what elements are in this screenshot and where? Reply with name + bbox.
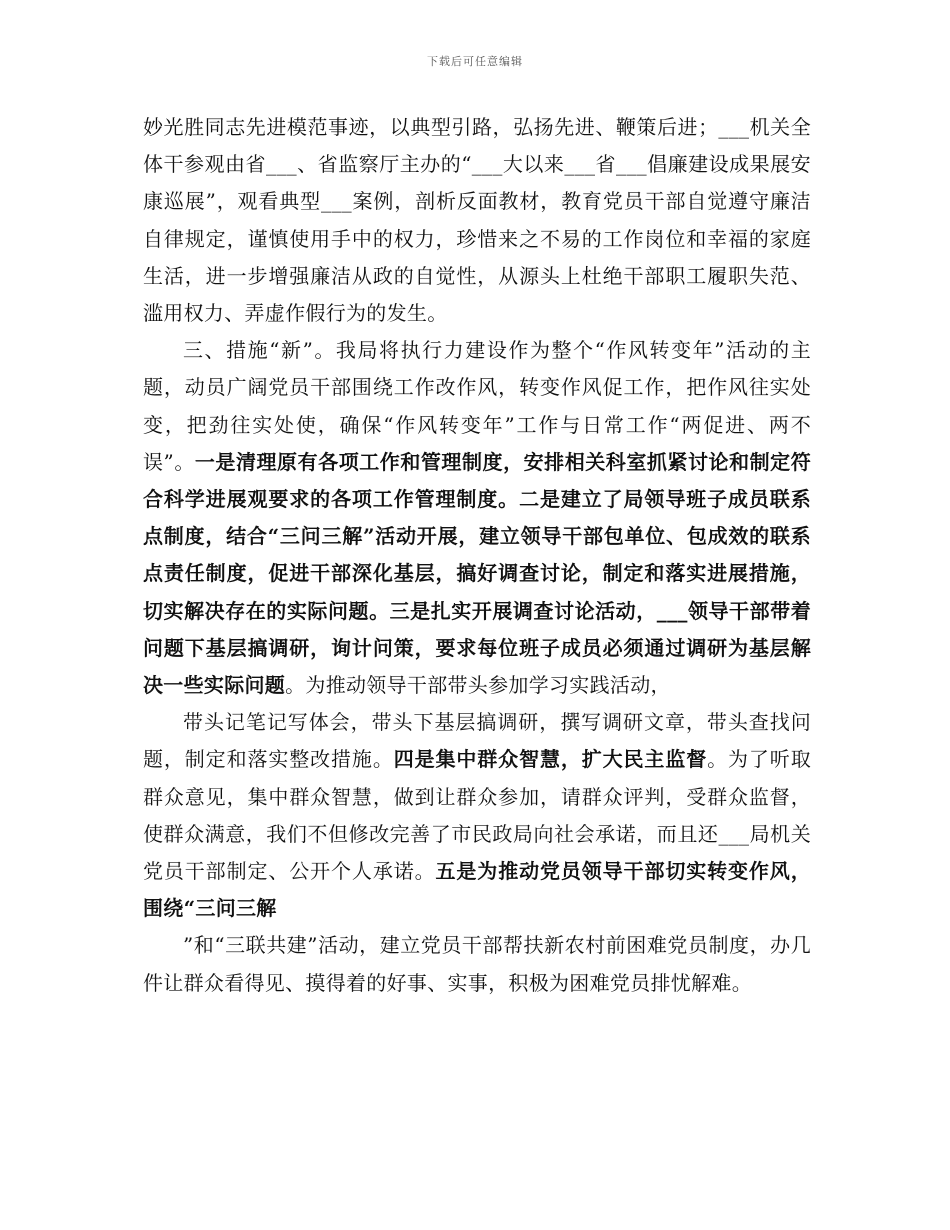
paragraph-3-bold-text-1: 四是集中群众智慧，扩大民主监督 [393, 747, 708, 772]
page-header: 下载后可任意编辑 [427, 55, 523, 68]
paragraph-4-text: ”和“三联共建”活动，建立党员干部帮扶新农村前困难党员制度，办几件让群众看得见、摸得着的好事、实事，积极为困难党员排忧解难。 [143, 933, 811, 995]
paragraph-3-middle-text: 。为了听取群众意见，集中群众智慧，做到让群众参加，请群众评判，受群众监督，使群众满意，我们不但修改完善了市民政局向社会承诺，而且还___局机关党员干部制定、公开个人承诺。 [143, 747, 811, 884]
paragraph-2 [143, 332, 811, 704]
paragraph-3-text: 带头记笔记写体会，带头下基层搞调研，撰写调研文章，带头查找问题，制定和落实整改措施。 [143, 710, 811, 772]
document-body [143, 109, 811, 1002]
paragraph-1-text: 妙光胜同志先进模范事迹，以典型引路，弘扬先进、鞭策后进；___机关全体干参观由省___、省监察厅主办的“___大以来___省___倡廉建设成果展安康巡展”，观看典型___案例，剖析反面教材，教育党员干部自觉遵守廉洁自律规定，谨慎使用手中的权力，珍惜来之不易的工作岗位和幸福的家庭生活，进一步增强廉洁从政的自觉性，从源头上杜绝干部职工履职失范、滥用权力、弄虚作假行为的发生。 [143, 115, 811, 326]
paragraph-2-text: 三、措施“新”。我局将执行力建设作为整个“作风转变年”活动的主题，动员广阔党员干部围绕工作改作风，转变作风促工作，把作风往实处变，把劲往实处使，确保“作风转变年”工作与日常工作“两促进、两不误”。 [143, 338, 811, 474]
paragraph-4 [143, 927, 811, 1001]
paragraph-2-tail-text: 。为推动领导干部带头参加学习实践活动， [285, 673, 671, 698]
paragraph-2-bold-text: 一是清理原有各项工作和管理制度，安排相关科室抓紧讨论和制定符合科学进展观要求的各项工作管理制度。二是建立了局领导班子成员联系点制度，结合“三问三解”活动开展，建立领导干部包单位、包成效的联系点责任制度，促进干部深化基层，搞好调查讨论，制定和落实进展措施，切实解决存在的实际问题。三是扎实开展调查讨论活动，___领导干部带着问题下基层搞调研，询计问策，要求每位班子成员必须通过调研为基层解决一些实际问题 [143, 449, 812, 698]
paragraph-3-bold-text-2: 五是为推动党员领导干部切实转变作风，围绕“三问三解 [143, 859, 812, 921]
paragraph-1 [143, 109, 811, 332]
paragraph-3 [143, 704, 811, 927]
